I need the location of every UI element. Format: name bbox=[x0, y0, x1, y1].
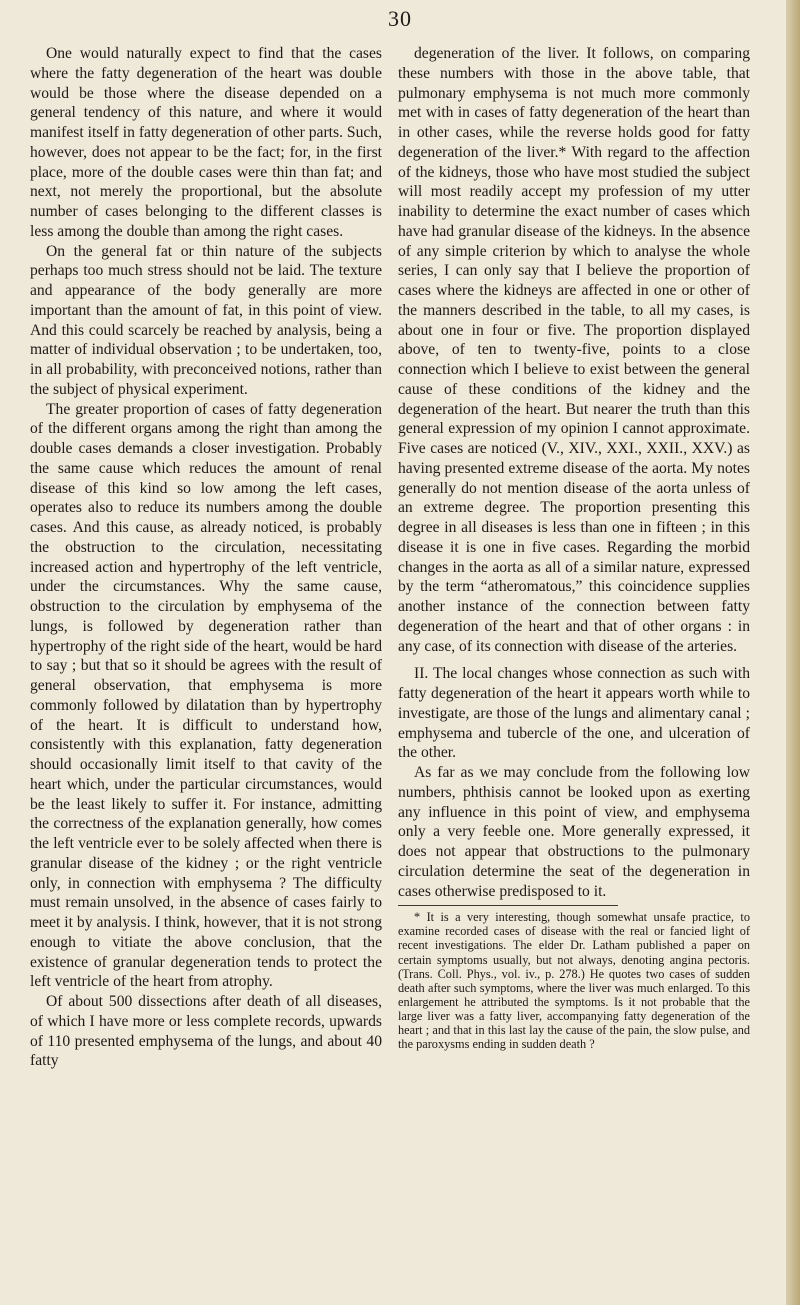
paragraph: One would naturally expect to find that the cases where the fatty degeneration of the heart was double would be those where the disease depended on a general tendency of this nature, and where it would manifest itself in fatty degeneration of other parts. Such, however, does not appear to be the fact; for, in the first place, more of the double cases were thin than fat; and next, not merely the proportional, but the absolute number of cases belonging to the different classes is less among the double than among the right cases. bbox=[30, 45, 382, 240]
left-column bbox=[30, 44, 382, 1071]
footnote-divider bbox=[398, 905, 618, 906]
page-edge bbox=[786, 0, 800, 1305]
right-column bbox=[398, 44, 750, 1051]
page-number: 30 bbox=[388, 6, 412, 31]
paragraph: Of about 500 dissections after death of all diseases, of which I have more or less complete records, upwards of 110 presented emphysema of the lungs, and about 40 fatty bbox=[30, 993, 382, 1070]
footnote: * It is a very interesting, though somewhat unsafe practice, to examine recorded cases of disease with the real or fancied light of recent investigations. The elder Dr. Latham published a paper on certain symptoms usually, but not always, denoting angina pectoris. (Trans. Coll. Phys., vol. iv., p. 278.) He quotes two cases of sudden death after such symptoms, where the liver was much enlarged. To this enlargement he attributed the symptoms. Is it not probable that the large liver was a fatty liver, accompanying fatty degeneration of the heart ; and that in this last lay the cause of the pain, the slow pulse, and the paroxysms ending in sudden death ? bbox=[398, 910, 750, 1052]
paragraph: On the general fat or thin nature of the subjects perhaps too much stress should not be laid. The texture and appearance of the body generally are more important than the amount of fat, in this point of view. And this could scarcely be reached by analysis, being a matter of individual observation ; to be undertaken, too, in all probability, with preconceived notions, rather than the subject of physical experiment. bbox=[30, 242, 382, 398]
paragraph: II. The local changes whose connection as such with fatty degeneration of the heart it appears worth while to investigate, are those of the lungs and alimentary canal ; emphysema and tubercle of the one, and ulceration of the other. bbox=[398, 665, 750, 762]
paragraph: degeneration of the liver. It follows, on comparing these numbers with those in the above table, that pulmonary emphysema is not much more commonly met with in cases of fatty degeneration of the heart than in other cases, while the reverse holds good for fatty degeneration of the liver.* With regard to the affection of the kidneys, those who have most studied the subject will most readily accept my profession of my utter inability to determine the exact number of cases which have had granular disease of the kidneys. In the absence of any simple criterion by which to analyse the whole series, I can only say that I believe the proportion of cases where the kidneys are affected in one or other of the manners described in the table, to all my cases, is about one in four or five. The proportion displayed above, of ten to twenty-five, points to a close connection which I believe to exist between the general cause of these conditions of the kidney and the degeneration of the heart. But nearer the truth than this general expression of my opinion I cannot approximate. Five cases are noticed (V., XIV., XXI., XXII., XXV.) as having presented extreme disease of the aorta. My notes generally do not mention disease of the aorta unless of an extreme degree. The proportion presenting this degree in all diseases is less than one in fifteen ; in this disease it is one in five cases. Regarding the morbid changes in the aorta as all of a similar nature, expressed by the term “atheromatous,” this coincidence supplies another instance of the connection between fatty degeneration of the heart and that of other organs : in any case, of its connection with disease of the arteries. bbox=[398, 45, 750, 655]
paragraph: The greater proportion of cases of fatty degeneration of the different organs among the right than among the double cases demands a closer investigation. Probably the same cause which reduces the amount of renal disease of this kind so low among the left cases, operates also to reduce its numbers among the double cases. And this cause, as already noticed, is probably the obstruction to the circulation, necessitating increased action and hypertrophy of the left ventricle, under the circumstances. Why the same cause, obstruction to the circulation by emphysema of the lungs, is followed by degeneration rather than hypertrophy of the right side of the heart, would be hard to say ; but that so it should be agrees with the result of general observation, that emphysema is more commonly followed by dilatation than by hypertrophy of the heart. It is difficult to understand how, consistently with this explanation, fatty degeneration should occasionally limit itself to that cavity of the heart which, under the particular circumstances, would be the least likely to suffer it. For instance, admitting the correctness of the explanation generally, how comes the left ventricle ever to be solely affected when there is granular disease of the kidney ; or the right ventricle only, in connection with emphysema ? The difficulty must remain unsolved, in the absence of cases fairly to meet it by analysis. I think, however, that it is not strong enough to vitiate the above conclusion, that the existence of granular degeneration tends to protect the left ventricle of the heart from atrophy. bbox=[30, 400, 382, 991]
paragraph: As far as we may conclude from the following low numbers, phthisis cannot be looked upon as exerting any influence in this point of view, and emphysema only a very feeble one. More generally expressed, it does not appear that obstructions to the pulmonary circulation determine the seat of the degeneration in cases otherwise predisposed to it. bbox=[398, 764, 750, 900]
